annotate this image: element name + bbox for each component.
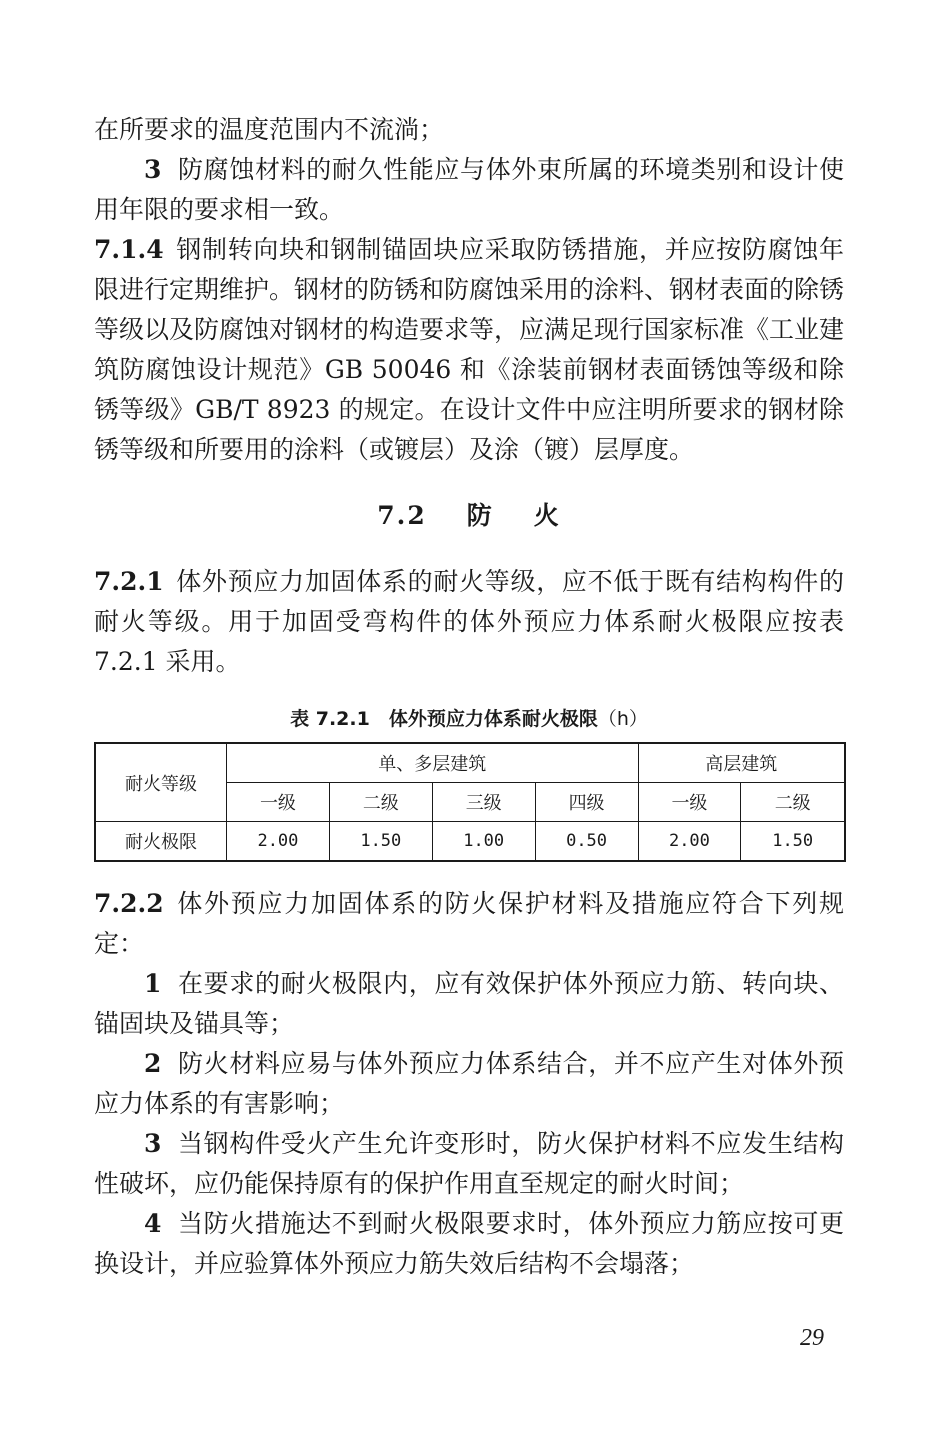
table-subheader-cell: 一级 [227,783,330,822]
list-item [94,1204,844,1284]
item-number: 4 [144,1209,162,1238]
table-group-header: 单、多层建筑 [227,743,639,783]
table-cell: 1.50 [741,822,845,862]
table-subheader-cell: 一级 [638,783,741,822]
table-cell: 1.50 [329,822,432,862]
table-subheader-cell: 二级 [741,783,845,822]
clause-text: 钢制转向块和钢制锚固块应采取防锈措施，并应按防腐蚀年限进行定期维护。钢材的防锈和防腐蚀采用的涂料、钢材表面的除锈等级以及防腐蚀对钢材的构造要求等，应满足现行国家标准《工业建筑防腐蚀设计规范》GB 50046 和《涂装前钢材表面锈蚀等级和除锈等级》GB/T 8923 的规定。在设计文件中应注明所要求的钢材除锈等级和所要用的涂料（或镀层）及涂（镀）层厚度。 [94,235,845,464]
table-cell: 2.00 [638,822,741,862]
fire-resistance-table [94,742,846,862]
table-caption-text: 表 7.2.1 体外预应力体系耐火极限 [290,708,598,730]
table-subheader-cell: 三级 [432,783,535,822]
section-number: 7.2 [377,501,427,530]
item-text: 当钢构件受火产生允许变形时，防火保护材料不应发生结构性破坏，应仍能保持原有的保护作用直至规定的耐火时间； [94,1129,844,1198]
table-group-header: 高层建筑 [638,743,845,783]
item-text: 防火材料应易与体外预应力体系结合，并不应产生对体外预应力体系的有害影响； [94,1049,844,1118]
page-number: 29 [800,1325,824,1351]
table-row-label: 耐火极限 [95,822,227,862]
table-row [95,822,845,862]
section-heading [94,496,844,536]
section-title-part-a: 防 [466,501,494,530]
item-number: 3 [144,1129,162,1158]
table-caption [94,704,844,734]
item-text: 在要求的耐火极限内，应有效保护体外预应力筋、转向块、锚固块及锚具等； [94,969,844,1038]
clause-number: 7.2.1 [94,567,164,596]
paragraph-continuation: 在所要求的温度范围内不流淌； [94,115,445,144]
table-cell: 0.50 [535,822,638,862]
item-number: 2 [144,1049,162,1078]
clause-text: 体外预应力加固体系的耐火等级，应不低于既有结构构件的耐火等级。用于加固受弯构件的体外预应力体系耐火极限应按表 7.2.1 采用。 [94,567,844,676]
clause-text: 体外预应力加固体系的防火保护材料及措施应符合下列规定： [94,889,844,958]
list-item [94,964,844,1044]
item-number: 3 [144,155,162,184]
list-item [94,1124,844,1204]
table-header-row [95,743,845,783]
clause-number: 7.1.4 [94,235,164,264]
list-item [94,150,844,230]
page-body [94,110,844,1284]
item-text: 防腐蚀材料的耐久性能应与体外束所属的环境类别和设计使用年限的要求相一致。 [94,155,844,224]
clause-paragraph [94,230,844,470]
item-number: 1 [144,969,162,998]
clause-paragraph [94,562,844,682]
clause-number: 7.2.2 [94,889,164,918]
table-cell: 2.00 [227,822,330,862]
table-unit: （h） [597,708,648,730]
clause-paragraph [94,884,844,964]
section-title-part-b: 火 [533,501,561,530]
table-subheader-cell: 四级 [535,783,638,822]
table-subheader-cell: 二级 [329,783,432,822]
table-cell: 1.00 [432,822,535,862]
table-row-header: 耐火等级 [95,743,227,822]
item-text: 当防火措施达不到耐火极限要求时，体外预应力筋应按可更换设计，并应验算体外预应力筋失效后结构不会塌落； [94,1209,844,1278]
list-item [94,1044,844,1124]
